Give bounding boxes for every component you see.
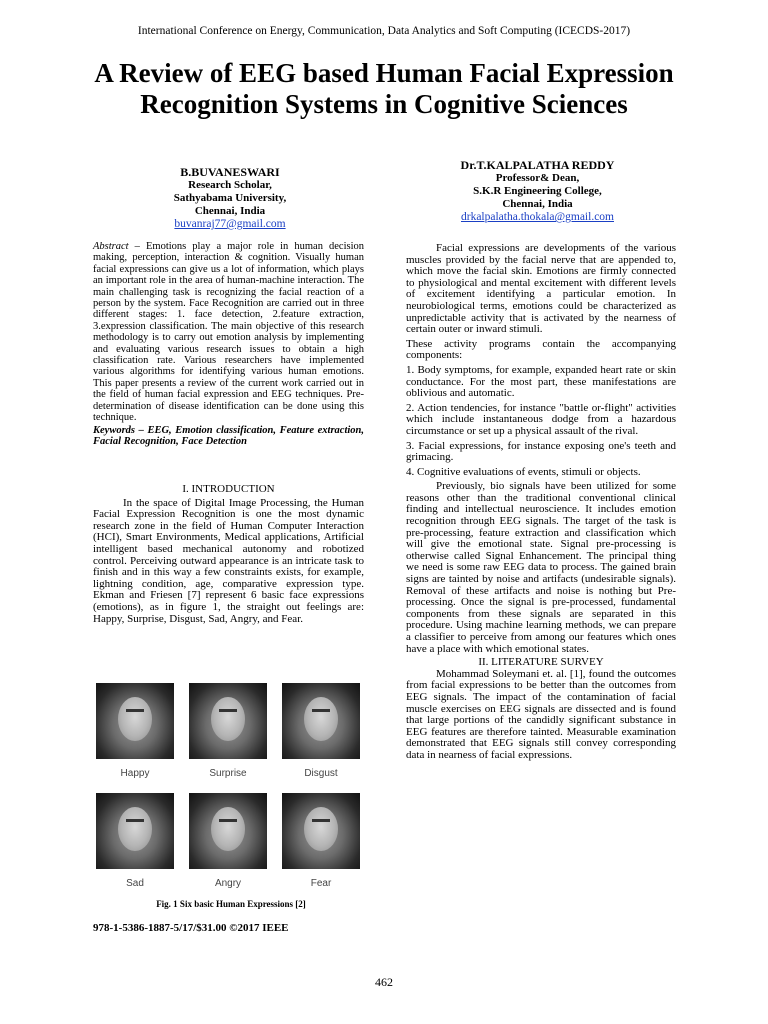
paper-title: A Review of EEG based Human Facial Expression Recognition Systems in Cognitive Sciences <box>94 58 674 119</box>
right-column <box>406 243 676 762</box>
figure-label: Fear <box>310 878 332 889</box>
figure-label: Sad <box>126 878 144 889</box>
author-1 <box>100 166 360 231</box>
right-paragraph-3: Previously, bio signals have been utilized for some reasons other than the traditional conventional clinical finding and intellectual neuroscience. It includes emotion recognition through EEG signals. The target of the task is pre-processing, feature extraction and classification which will give the emotional state. Signal pre-processing is otherwise called Signal Enhancement. The principal thing we need is some raw EEG data to process. The gained brain signs are tainted by noise and artifacts (undesirable signals). Removal of these artifacts and noise is nothing but Pre-processing. Once the signal is pre-processed, fundamental components from these signals are separated in this procedure. Using machine learning methods, we can prepare a classifier to perceive from among our features which ones have a place with which emotional states. <box>406 480 676 655</box>
section-heading-literature-survey: II. LITERATURE SURVEY <box>478 656 604 669</box>
left-column-intro <box>93 483 364 625</box>
keywords: Keywords – EEG, Emotion classification, Feature extraction, Facial Recognition, Face Detection <box>93 424 364 447</box>
list-item: 1. Body symptoms, for example, expanded heart rate or skin conductance. For the most part, these manifestations are oblivious and automatic. <box>406 363 676 400</box>
list-item: 4. Cognitive evaluations of events, stimuli or objects. <box>406 465 641 478</box>
author-name: Dr.T.KALPALATHA REDDY <box>460 158 615 172</box>
left-column-top <box>93 241 364 447</box>
author-org: Sathyabama University, <box>173 192 287 204</box>
abstract <box>93 241 364 424</box>
abstract-label: Abstract – <box>93 241 140 252</box>
section-heading-introduction: I. INTRODUCTION <box>182 483 275 495</box>
author-location: Chennai, India <box>194 205 266 217</box>
literature-paragraph: Mohammad Soleymani et. al. [1], found the outcomes from facial expressions to be better than the outcomes from EEG signals. The impact of the contamination of facial muscle exercises on EEG signals are dissected and is found that large portions of the candidly significant substance in EEG features are therefore tainted. Measurable examination demonstrated that EEG signals still convey corresponding data in nearness of facial expressions. <box>406 667 676 761</box>
right-paragraph-2: These activity programs contain the accompanying components: <box>406 337 676 362</box>
figure-caption: Fig. 1 Six basic Human Expressions [2] <box>156 899 306 909</box>
author-email-link[interactable]: drkalpalatha.thokala@gmail.com <box>460 211 614 223</box>
page-number: 462 <box>375 975 393 989</box>
conference-header: International Conference on Energy, Communication, Data Analytics and Soft Computing (ICECDS-2017) <box>137 25 631 37</box>
author-email-link[interactable]: buvanraj77@gmail.com <box>174 218 286 230</box>
author-location: Chennai, India <box>502 198 573 210</box>
face-image-angry <box>189 793 267 869</box>
figure-label: Surprise <box>209 768 247 779</box>
author-2 <box>395 159 680 224</box>
face-image-fear <box>282 793 360 869</box>
author-role: Professor& Dean, <box>495 172 580 184</box>
list-item: 2. Action tendencies, for instance "battle or-flight" activities which include instantaneous dodge from a hazardous circumstance or set up a physical assault of the rival. <box>406 401 676 437</box>
face-image-happy <box>96 683 174 759</box>
figure-label: Disgust <box>304 768 338 779</box>
face-image-sad <box>96 793 174 869</box>
author-name: B.BUVANESWARI <box>180 165 280 179</box>
face-image-surprise <box>189 683 267 759</box>
list-item: 3. Facial expressions, for instance exposing one's teeth and grimacing. <box>406 439 676 464</box>
face-image-disgust <box>282 683 360 759</box>
intro-paragraph: In the space of Digital Image Processing, the Human Facial Expression Recognition is one the most dynamic research zone in the field of Human Computer Interaction (HCI), Smart Environments, Medical applications, Artificial intelligent based mechanical autonomy and robotized control. Perceiving outward appearance is an intricate task to finish and in this way a few constraints exists, for example, lightning condition, age, comparative expression type. Ekman and Friesen [7] represent 6 basic face expressions (emotions), as in figure 1, the straight out feelings are: Happy, Surprise, Disgust, Sad, Angry, and Fear. <box>93 496 364 625</box>
right-paragraph-1: Facial expressions are developments of the various muscles provided by the facial nerve that are appended to, which move the facial skin. Emotions are firmly connected to physiological and mental excitement with different levels of excitement identifying a particular emotion. In neurobiological terms, emotions could be characterized as unpredictable activity that is activated by the nearness of certain outer or inward stimuli. <box>406 242 676 336</box>
abstract-text: Emotions play a major role in human decision making, perception, interaction & cognition. Visually human facial expressions can give us a lot of information, which plays an important role in the area of human-machine interaction. The main challenging task is recognizing the facial reaction of a person by the system. Face Recognition are carried out in three different stages: 1. face detection, 2.feature extraction, 3.expression classification. The main objective of this research methodology is to carry out emotion analysis by implementing and evaluating various research issues to obtain a high classification rate. Various researchers have implemented various algorithms for identifying various human emotions. This paper presents a review of the current work carried out in the field of human facial expression and EEG techniques. Pre-determination of disease identification can be done using this technique. <box>93 241 365 424</box>
author-org: S.K.R Engineering College, <box>473 185 602 197</box>
figure-label: Angry <box>214 878 242 889</box>
figure-label: Happy <box>120 768 150 779</box>
author-role: Research Scholar, <box>188 179 272 191</box>
isbn-footer: 978-1-5386-1887-5/17/$31.00 ©2017 IEEE <box>93 922 289 934</box>
